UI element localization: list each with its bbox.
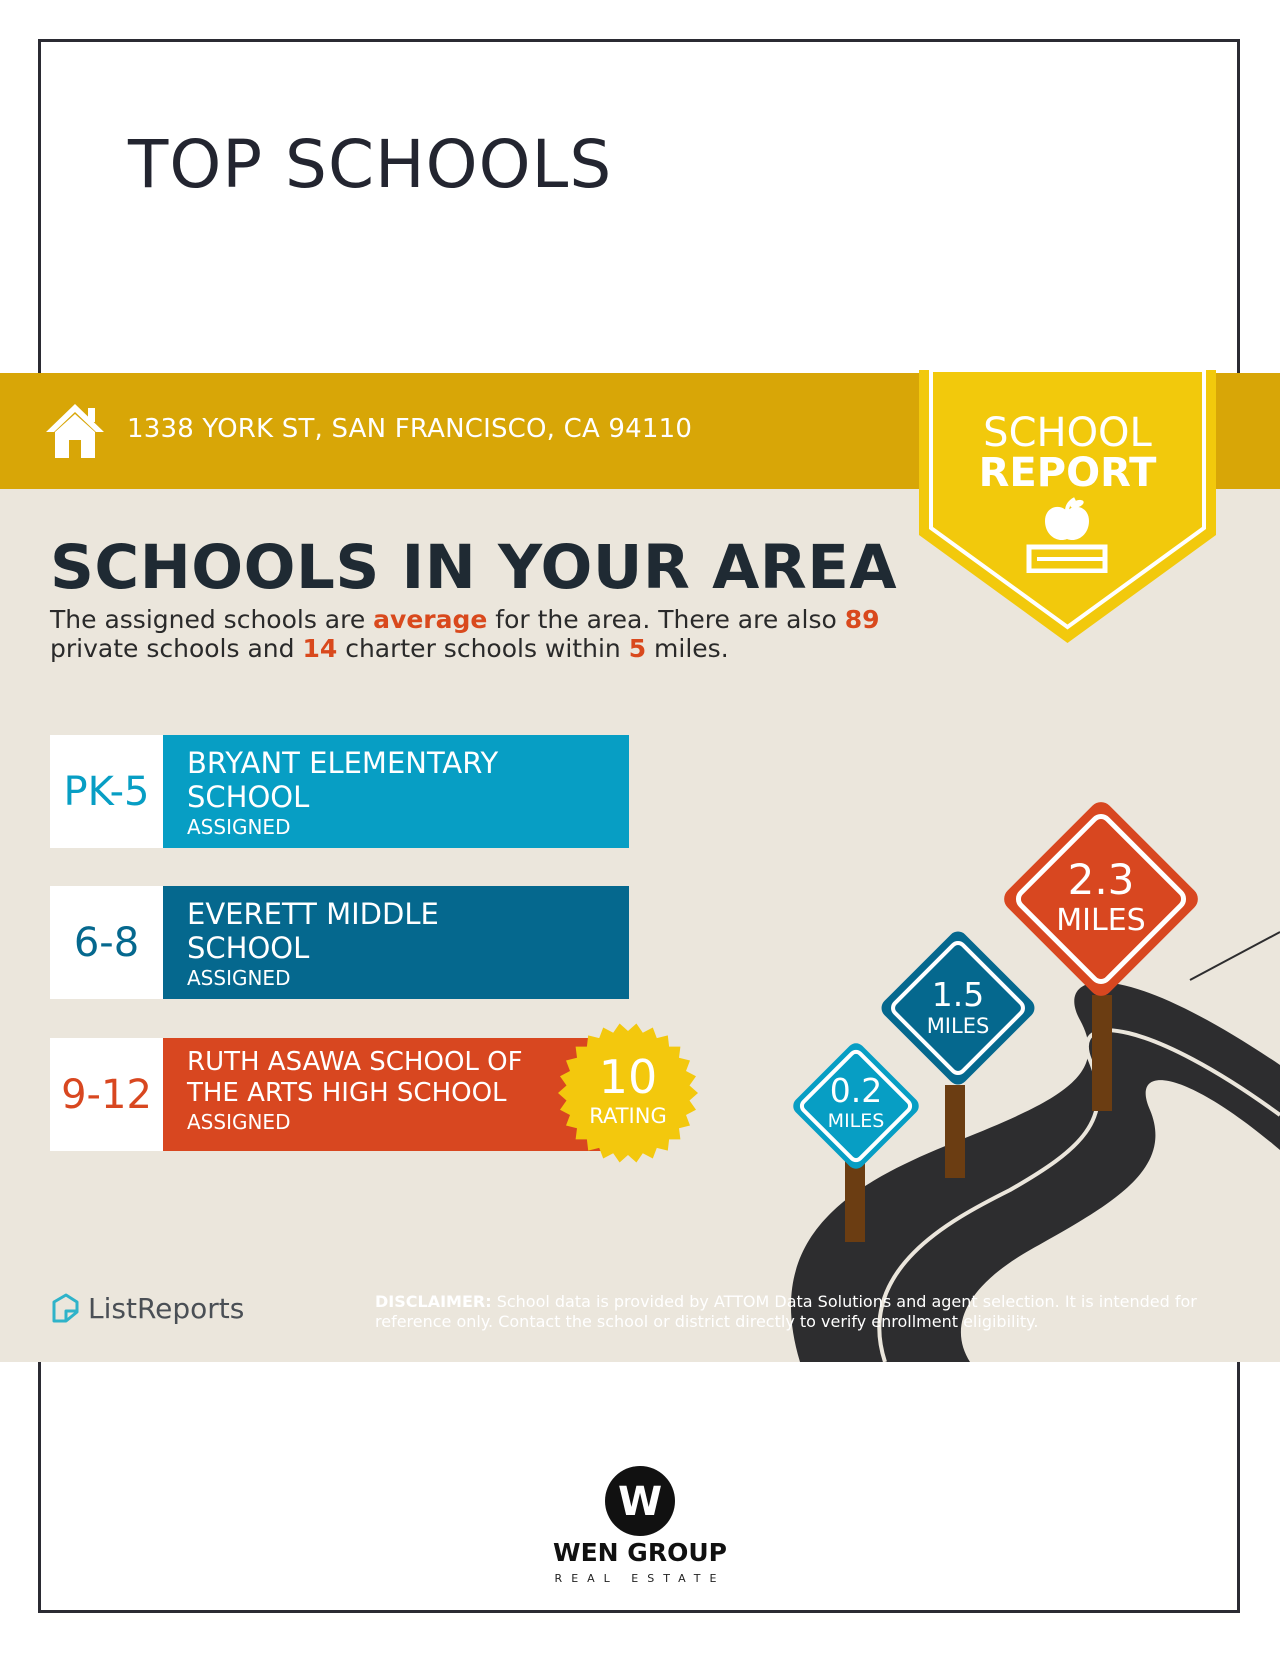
sign-distance-unit: MILES	[827, 1110, 885, 1132]
sign-distance-unit: MILES	[1056, 903, 1146, 938]
disclaimer: DISCLAIMER: School data is provided by ATTOM Data Solutions and agent selection. It is intended for reference only. Contact the school or district directly to verify enrollment eligibility.	[375, 1292, 1197, 1331]
sign-distance-value: 0.2	[829, 1071, 883, 1110]
rating-label: RATING	[589, 1104, 667, 1128]
badge-line-2: REPORT	[978, 450, 1157, 496]
section-title: SCHOOLS IN YOUR AREA	[50, 532, 898, 603]
grade-range: 9-12	[50, 1038, 163, 1151]
listreports-brand: ListReports	[88, 1292, 245, 1325]
agency-tagline: REAL ESTATE	[554, 1572, 726, 1585]
apple-on-book-icon	[1025, 497, 1109, 573]
area-rating-word: average	[373, 605, 488, 634]
sign-distance-value: 1.5	[931, 975, 985, 1014]
logo-letter: W	[617, 1479, 663, 1525]
private-school-count: 89	[844, 605, 880, 634]
sign-distance-unit: MILES	[926, 1014, 990, 1038]
assignment-status: ASSIGNED	[187, 966, 291, 990]
page-title: TOP SCHOOLS	[128, 126, 613, 203]
school-name-box	[163, 886, 629, 999]
home-icon	[44, 402, 106, 460]
school-name-line-2: SCHOOL	[187, 780, 310, 814]
assignment-status: ASSIGNED	[187, 1110, 291, 1134]
school-name-line-2: SCHOOL	[187, 931, 310, 965]
wen-group-logo	[604, 1465, 676, 1537]
rating-value: 10	[598, 1050, 658, 1104]
property-address: 1338 YORK ST, SAN FRANCISCO, CA 94110	[127, 414, 693, 444]
school-name-line-1: BRYANT ELEMENTARY	[187, 746, 499, 780]
grade-range: PK-5	[50, 735, 163, 848]
school-name-box	[163, 735, 629, 848]
charter-school-count: 14	[302, 634, 338, 663]
schools-summary: The assigned schools are average for the area. There are also 89 private schools and 14 charter schools within 5 miles.	[50, 605, 880, 663]
school-name-line-1: RUTH ASAWA SCHOOL OF	[187, 1047, 523, 1077]
listreports-logo-icon	[50, 1292, 80, 1324]
sign-distance-value: 2.3	[1067, 855, 1135, 904]
sign-post	[1092, 995, 1112, 1111]
sign-post	[945, 1085, 965, 1178]
badge-line-1: SCHOOL	[983, 410, 1152, 456]
school-name-line-2: THE ARTS HIGH SCHOOL	[187, 1078, 507, 1108]
agency-name: WEN GROUP	[553, 1538, 727, 1567]
school-name-line-1: EVERETT MIDDLE	[187, 897, 439, 931]
assignment-status: ASSIGNED	[187, 815, 291, 839]
search-radius: 5	[628, 634, 647, 663]
grade-range: 6-8	[50, 886, 163, 999]
